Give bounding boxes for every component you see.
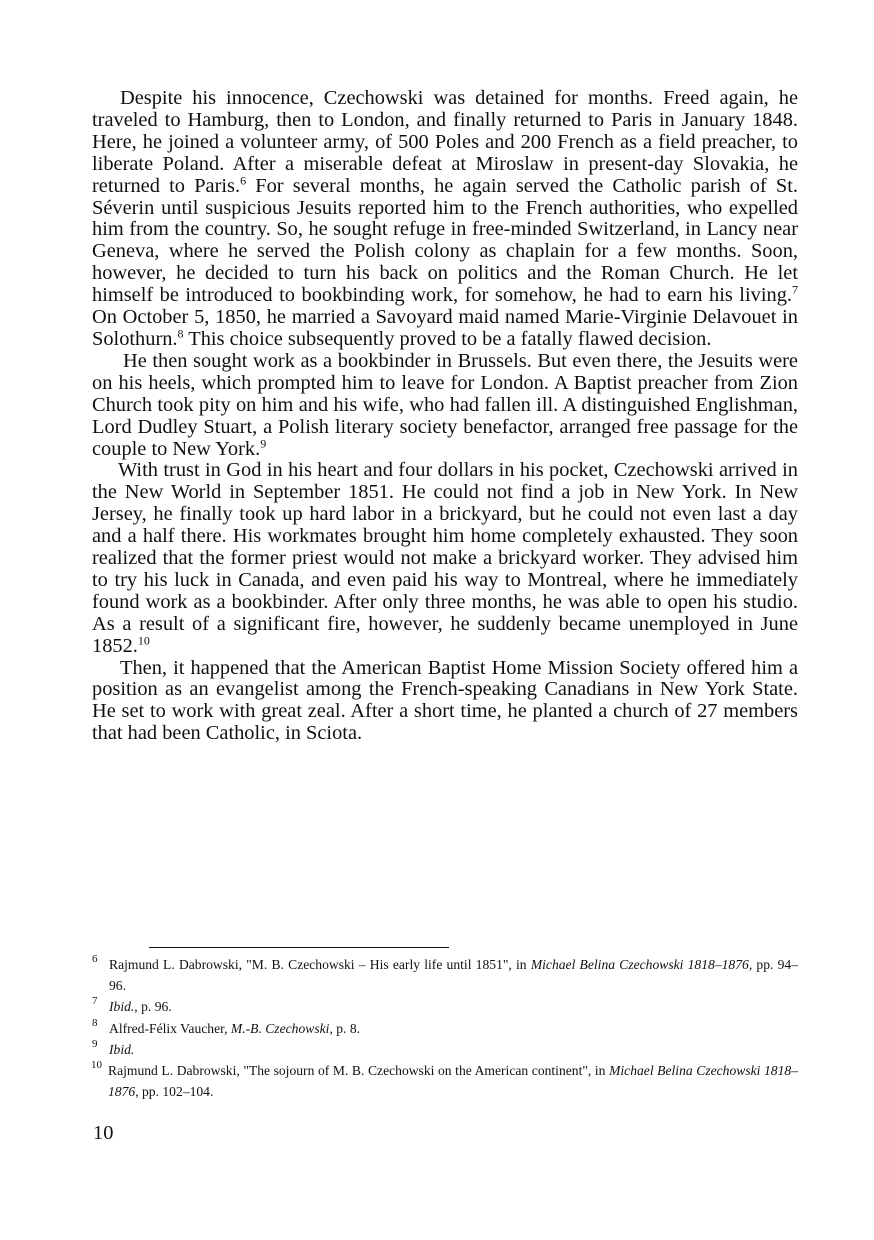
paragraph [92, 460, 798, 657]
paragraph-text: Then, it happened that the American Baptist Home Mission Society offered him a position as an evangelist among the French-speaking Canadians in New York State. He set to work with great zeal. After a short time, he planted a church of 27 members that had been Catholic, in Sciota. [92, 656, 798, 745]
footnote-number: 7 [92, 995, 98, 1008]
paragraph-text: This choice subsequently proved to be a fatally flawed decision. [183, 327, 712, 350]
paragraph-text: He then sought work as a bookbinder in Brussels. But even there, the Jesuits were on his heels, which prompted him to leave for London. A Baptist preacher from Zion Church took pity on him and his wife, who had fallen ill. A distinguished Englishman, Lord Dudley Stuart, a Polish literary society benefactor, arranged free passage for the couple to New York. [92, 349, 798, 460]
footnote-reference-9: 9 [260, 436, 267, 451]
footnote-text: , p. 96. [134, 999, 172, 1015]
footnote-separator [149, 947, 449, 948]
footnote-reference-8: 8 [177, 326, 184, 341]
footnote-text: , pp. 102–104. [135, 1084, 214, 1100]
footnote-text: , pp. 94–96. [109, 957, 799, 994]
footnote-number: 10 [91, 1059, 102, 1072]
footnote-10 [92, 1060, 798, 1102]
footnote-reference-10: 10 [137, 633, 150, 648]
paragraph-text: For several months, he again served the Catholic parish of St. Séverin until suspicious Jesuits reported him to the French authorities, who expelled him from the country. So, he sought refuge in free-minded Switzerland, in Lancy near Geneva, where he served the Polish colony as chaplain for a few months. Soon, however, he decided to turn his back on politics and the Roman Church. He let himself be introduced to bookbinding work, for somehow, he had to earn his living. [92, 174, 798, 307]
footnote-6 [92, 954, 798, 996]
footnote-8 [92, 1018, 798, 1039]
footnote-reference-7: 7 [792, 282, 798, 297]
footnote-ibid: Ibid. [109, 999, 135, 1015]
paragraph [92, 88, 798, 351]
footnote-text: Alfred-Félix Vaucher, [109, 1020, 231, 1036]
paragraph [92, 351, 798, 461]
page-number: 10 [93, 1122, 114, 1144]
footnotes [92, 954, 798, 1102]
footnote-book-title: Michael Belina Czechowski 1818–1876 [108, 1063, 798, 1100]
footnote-book-title: M.-B. Czechowski [230, 1020, 330, 1036]
footnote-number: 6 [92, 953, 98, 965]
footnote-9 [92, 1039, 798, 1060]
footnote-text: Rajmund L. Dabrowski, "M. B. Czechowski – His early life until 1851", in [109, 957, 531, 972]
footnote-7 [92, 996, 798, 1017]
footnote-number: 8 [92, 1016, 98, 1029]
paragraph-text: On October 5, 1850, he married a Savoyard maid named Marie-Virginie Delavouet in Solothurn. [92, 306, 798, 350]
footnote-ibid: Ibid. [109, 1041, 135, 1057]
footnote-reference-6: 6 [240, 173, 247, 188]
paragraph-text: Despite his innocence, Czechowski was detained for months. Freed again, he traveled to Hamburg, then to London, and finally returned to Paris in January 1848. Here, he joined a volunteer army, of 500 Poles and 200 French as a field preacher, to liberate Poland. After a miserable defeat at Miroslaw in present-day Slovakia, he returned to Paris. [92, 87, 798, 197]
footnote-book-title: Michael Belina Czechowski 1818–1876 [530, 957, 749, 972]
paragraph-text: With trust in God in his heart and four dollars in his pocket, Czechowski arrived in the New World in September 1851. He could not find a job in New York. In New Jersey, he finally took up hard labor in a brickyard, but he could not even last a day and a half there. His workmates brought him home completely exhausted. They soon realized that the former priest would not make a brickyard worker. They advised him to try his luck in Canada, and even paid his way to Montreal, where he immediately found work as a bookbinder. After only three months, he was able to open his studio. As a result of a significant fire, however, he suddenly became unemployed in June 1852. [92, 459, 798, 657]
footnote-text: Rajmund L. Dabrowski, "The sojourn of M. B. Czechowski on the American continent", in [108, 1063, 610, 1079]
footnote-number: 9 [92, 1037, 98, 1050]
footnote-text: , p. 8. [329, 1020, 361, 1036]
paragraph [92, 658, 798, 746]
body-text [92, 88, 798, 745]
